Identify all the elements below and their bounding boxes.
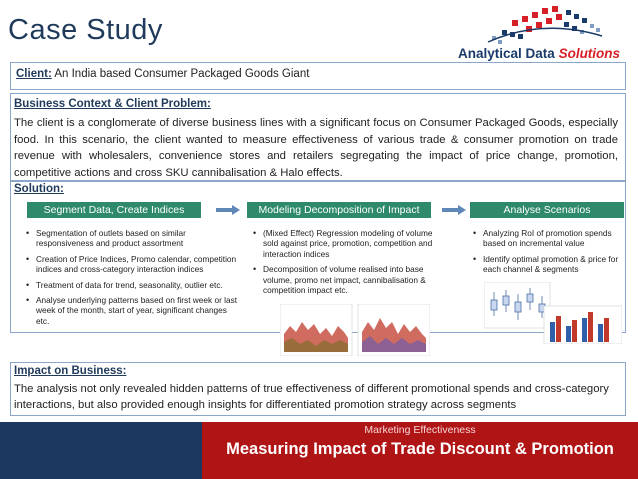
- list-item: • Segmentation of outlets based on similar responsiveness and product assortment: [36, 228, 241, 249]
- client-label: Client:: [16, 68, 52, 80]
- solution-panel: [10, 181, 626, 199]
- list-item: • Decomposition of volume realised into base volume, promo net impact, cannibalisation & competition impact etc.: [263, 264, 443, 295]
- column-header-analyse-scenarios: Analyse Scenarios: [470, 202, 624, 218]
- client-value: An India based Consumer Packaged Goods Giant: [54, 68, 310, 80]
- column-header-modeling: Modeling Decomposition of Impact: [247, 202, 431, 218]
- arrow-right-icon: [216, 205, 240, 215]
- list-item: • Analyse underlying patterns based on first week or last week of the month, start of year, significant changes etc.: [36, 295, 241, 326]
- list-item: • (Mixed Effect) Regression modeling of volume sold against price, promotion, competition and interaction indices: [263, 228, 443, 259]
- scenario-charts-thumbnail: [484, 282, 622, 344]
- list-item: • Analyzing RoI of promotion spends based on incremental value: [483, 228, 635, 249]
- footer-subtitle: Marketing Effectiveness: [364, 424, 476, 436]
- logo-text-accent: Solutions: [558, 46, 621, 61]
- column-header-segment-data: Segment Data, Create Indices: [27, 202, 201, 218]
- scenarios-list: [472, 228, 635, 280]
- page-title: Case Study: [8, 14, 163, 46]
- solution-heading: Solution:: [14, 183, 64, 195]
- impact-heading: Impact on Business:: [14, 365, 127, 377]
- footer-title: Measuring Impact of Trade Discount & Promotion: [226, 440, 614, 458]
- client-line: [16, 68, 309, 80]
- context-body: The client is a conglomerate of diverse business lines with a significant focus on Consumer Packaged Goods, especially food. In this scenario, the client wanted to measure effectiveness of various trade & consumer promotion on trade revenue with wholesalers, convenience stores and retailers segregating the impact of price change, promotion, competitive actions and cross SKU cannibalisation & Halo effects.: [14, 117, 618, 179]
- logo-text: [458, 46, 620, 61]
- segment-data-list: [25, 228, 241, 331]
- arrow-right-icon: [442, 205, 466, 215]
- logo-text-main: Analytical Data: [458, 46, 555, 61]
- list-item: • Creation of Price Indices, Promo calendar, competition indices and cross-category interaction indices: [36, 254, 241, 275]
- list-item: • Treatment of data for trend, seasonality, outlier etc.: [36, 280, 241, 290]
- context-heading: Business Context & Client Problem:: [14, 98, 211, 110]
- modeling-list: [252, 228, 443, 300]
- impact-body: The analysis not only revealed hidden patterns of true effectiveness of different promotional spends and cross-category interactions, but also provided enough insights for differentiated promotion strategy across segments: [14, 383, 609, 411]
- list-item: • Identify optimal promotion & price for each channel & segments: [483, 254, 635, 275]
- decomposition-charts-thumbnail: [280, 304, 430, 356]
